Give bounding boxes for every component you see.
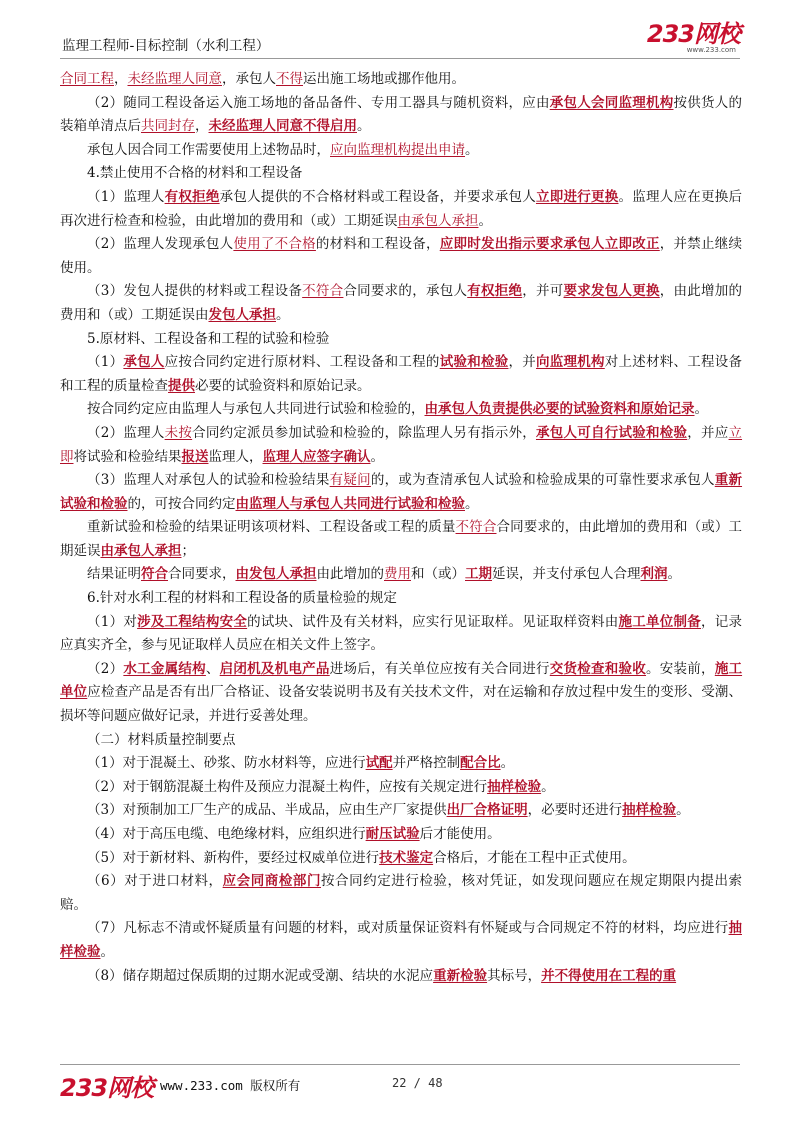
paragraph (60, 870, 742, 917)
paragraph (60, 162, 742, 186)
paragraph (60, 516, 742, 563)
text-run: ，由此增加的费用和（或）工期延误由 (60, 283, 743, 323)
text-run: ，并可 (522, 283, 564, 300)
text-run: 。 (694, 401, 708, 418)
paragraph (60, 139, 742, 163)
highlighted-text: 由承包人承担 (100, 542, 182, 559)
text-run: 。 (357, 118, 371, 135)
highlighted-text: 监理人应签字确认 (262, 448, 371, 465)
highlighted-text: 交货检查和验收 (549, 660, 647, 677)
text-run: 应检查产品是否有出厂合格证、设备安装说明书及有关技术文件，对在运输和存放过程中发生的变形、受潮、损坏等问题应做好记录，并进行妥善处理。 (60, 684, 743, 725)
text-run: 的，可按合同约定 (127, 495, 236, 512)
text-run: ，记录应真实齐全，参与见证取样人员应在相关文件上签字。 (60, 613, 743, 654)
highlighted-text: 有疑问 (329, 472, 371, 489)
text-run: （2）监理人发现承包人 (87, 236, 234, 253)
highlighted-text: 承包人 (123, 354, 165, 371)
highlighted-text: 未经监理人同意 (127, 71, 222, 87)
text-run: 承包人因合同工作需要使用上述物品时， (87, 141, 330, 158)
highlighted-text: 抽样检验 (487, 778, 542, 795)
text-run: 承包人提供的不合格材料或工程设备，并要求承包人 (219, 188, 536, 205)
text-run: 结果证明 (87, 566, 141, 583)
text-run: （1） (87, 354, 124, 371)
highlighted-text: 立即 (60, 424, 743, 465)
highlighted-text: 费用 (384, 566, 411, 583)
text-run: 按合同约定进行检验，核对凭证，如发现问题应在规定期限内提出索赔。 (60, 873, 743, 913)
text-run: 合同要求， (168, 566, 236, 583)
highlighted-text: 承包人会同监理机构 (549, 94, 674, 111)
text-run: 。 (100, 943, 114, 960)
text-run: （2）随同工程设备运入施工场地的备品备件、专用工器具与随机资料，应由 (87, 94, 550, 111)
text-run: 其标号， (487, 967, 542, 984)
text-run: 合同要求的，由此增加的费用和（或）工期延误 (60, 519, 743, 559)
footer-divider (60, 1064, 740, 1065)
text-run: 4.禁止使用不合格的材料和工程设备 (87, 165, 303, 182)
highlighted-text: 使用了不合格 (233, 236, 316, 253)
highlighted-text: 应即时发出指示要求承包人立即改正 (439, 236, 660, 253)
paragraph (60, 351, 742, 398)
paragraph (60, 233, 742, 280)
paragraph (60, 729, 742, 753)
highlighted-text: 重新检验 (433, 967, 488, 984)
paragraph (60, 752, 742, 776)
highlighted-text: 合同工程 (60, 71, 114, 87)
highlighted-text: 有权拒绝 (467, 283, 523, 300)
highlighted-text: 由承包人承担 (397, 212, 479, 229)
highlighted-text: 水工金属结构 (123, 660, 206, 677)
paragraph (60, 563, 742, 587)
text-run: 。 (500, 755, 515, 772)
text-run: 监理人， (208, 448, 263, 465)
footer-logo: 233网校 (60, 1074, 154, 1102)
text-run: （4）对于高压电缆、电绝缘材料，应组织进行 (87, 826, 366, 842)
highlighted-text: 提供 (168, 377, 195, 394)
highlighted-text: 配合比 (460, 755, 501, 772)
text-run: 。 (465, 141, 479, 158)
highlighted-text: 向监理机构 (536, 354, 605, 371)
text-run: 。 (370, 448, 384, 465)
text-run: 。安装前， (646, 660, 715, 677)
text-run: ，并应 (687, 424, 729, 441)
paragraph (60, 776, 742, 800)
paragraph (60, 469, 742, 516)
paragraph (60, 186, 742, 233)
text-run: ； (181, 542, 195, 559)
logo-url: www.233.com (686, 46, 736, 54)
text-run: （1）对 (87, 613, 138, 630)
paragraph (60, 398, 742, 422)
text-run: 。 (465, 495, 479, 512)
highlighted-text: 应向监理机构提出申请 (330, 141, 465, 158)
paragraph (60, 92, 742, 139)
text-run: 合格后，才能在工程中正式使用。 (433, 849, 636, 866)
text-run: 。监理人应在更换后再次进行检查和检验，由此增加的费用和（或）工期延误 (60, 188, 743, 229)
highlighted-text: 不符合 (455, 519, 497, 536)
paragraph (60, 658, 742, 729)
text-run: （3）监理人对承包人的试验和检验结果 (87, 472, 330, 489)
text-run: ， (114, 71, 128, 87)
text-run: 。 (276, 306, 290, 323)
text-run: 按合同约定应由监理人与承包人共同进行试验和检验的， (87, 401, 425, 418)
text-run: （1）监理人 (87, 188, 165, 205)
text-run: （7）凡标志不清或怀疑质量有问题的材料，或对质量保证资料有怀疑或与合同规定不符的材料，均应进行 (87, 920, 729, 937)
text-run: 5.原材料、工程设备和工程的试验和检验 (87, 330, 330, 347)
text-run: ，必要时还进行 (527, 802, 623, 819)
text-run: 。 (676, 802, 690, 819)
document-body (60, 68, 742, 988)
highlighted-text: 报送 (181, 448, 209, 465)
highlighted-text: 技术鉴定 (379, 849, 434, 866)
paragraph (60, 799, 742, 823)
text-run: 必要的试验资料和原始记录。 (195, 377, 371, 394)
highlighted-text: 工期 (465, 566, 492, 583)
text-run: 。 (478, 212, 492, 229)
highlighted-text: 涉及工程结构安全 (137, 613, 248, 630)
highlighted-text: 由发包人承担 (235, 566, 317, 583)
highlighted-text: 施工单位制备 (618, 613, 702, 630)
text-run: （8）储存期超过保质期的过期水泥或受潮、结块的水泥应 (87, 967, 434, 984)
text-run: （1）对于混凝土、砂浆、防水材料等，应进行 (87, 755, 366, 772)
highlighted-text: 共同封存 (141, 118, 195, 135)
highlighted-text: 承包人可自行试验和检验 (535, 424, 688, 441)
text-run: 对上述材料、工程设备和工程的质量检查 (60, 354, 743, 394)
highlighted-text: 由监理人与承包人共同进行试验和检验 (235, 495, 465, 512)
paragraph (60, 847, 742, 871)
paragraph (60, 68, 742, 92)
highlighted-text: 并不得使用在工程的重 (541, 967, 677, 984)
text-run: 的试块、试件及有关材料，应实行见证取样。见证取样资料由 (247, 613, 619, 630)
text-run: 应按合同约定进行原材料、工程设备和工程的 (164, 354, 440, 371)
page-footer (60, 1068, 740, 1102)
highlighted-text: 试配 (365, 755, 393, 772)
highlighted-text: 耐压试验 (365, 826, 420, 842)
text-run: 。 (541, 778, 555, 795)
text-run: （2） (87, 660, 124, 677)
text-run: 合同约定派员参加试验和检验的，除监理人另有指示外， (192, 424, 536, 441)
text-run: 的材料和工程设备， (315, 236, 440, 253)
highlighted-text: 抽样检验 (622, 802, 677, 819)
highlighted-text: 重新试验和检验 (60, 472, 743, 512)
text-run: 和（或） (411, 566, 465, 583)
highlighted-text: 未按 (164, 424, 193, 441)
text-run: 重新试验和检验的结果证明该项材料、工程设备或工程的质量 (87, 519, 456, 536)
paragraph (60, 917, 742, 964)
highlighted-text: 由承包人负责提供必要的试验资料和原始记录 (424, 401, 695, 418)
paragraph (60, 587, 742, 611)
highlighted-text: 试验和检验 (439, 354, 509, 371)
brand-logo (647, 22, 740, 54)
text-run: 按供货人的装箱单清点后 (60, 94, 742, 135)
text-run: ， (195, 118, 209, 135)
text-run: 由此增加的 (316, 566, 384, 583)
text-run: 将试验和检验结果 (73, 448, 182, 465)
text-run: 。 (667, 566, 681, 583)
text-run: ，承包人 (222, 71, 276, 87)
text-run: 进场后，有关单位应按有关合同进行 (329, 660, 550, 677)
highlighted-text: 要求发包人更换 (563, 283, 660, 300)
text-run: 并严格控制 (392, 755, 461, 772)
highlighted-text: 启闭机及机电产品 (219, 660, 330, 677)
highlighted-text: 施工单位 (60, 660, 743, 701)
text-run: 6.针对水利工程的材料和工程设备的质量检验的规定 (87, 590, 397, 607)
page-header (60, 22, 740, 56)
logo-text: 233网校 (646, 20, 740, 48)
text-run: ，并 (508, 354, 536, 371)
page-number: 22 / 48 (392, 1076, 443, 1090)
text-run: （5）对于新材料、新构件，要经过权威单位进行 (87, 849, 380, 866)
text-run: （二）材料质量控制要点 (87, 731, 236, 748)
highlighted-text: 立即进行更换 (535, 188, 619, 205)
text-run: 后才能使用。 (419, 826, 501, 842)
text-run: ，并禁止继续使用。 (60, 236, 743, 276)
highlighted-text: 利润 (640, 566, 668, 583)
highlighted-text: 应会同商检部门 (222, 873, 321, 890)
highlighted-text: 不符合 (302, 283, 344, 300)
footer-copyright: www.233.com 版权所有 (160, 1078, 301, 1093)
paragraph (60, 328, 742, 352)
highlighted-text: 未经监理人同意不得启用 (208, 118, 357, 135)
highlighted-text: 抽样检验 (60, 920, 742, 960)
paragraph (60, 280, 742, 327)
highlighted-text: 有权拒绝 (164, 188, 220, 205)
highlighted-text: 发包人承担 (208, 306, 276, 323)
highlighted-text: 出厂合格证明 (446, 802, 528, 819)
text-run: 、 (205, 660, 220, 677)
text-run: （3）对预制加工厂生产的成品、半成品，应由生产厂家提供 (87, 802, 447, 819)
paragraph (60, 823, 742, 847)
paragraph (60, 611, 742, 658)
header-divider (60, 58, 740, 59)
text-run: 延误，并支付承包人合理 (492, 566, 641, 583)
text-run: 运出施工场地或挪作他用。 (303, 71, 465, 87)
highlighted-text: 不得 (276, 71, 303, 87)
paragraph (60, 965, 742, 989)
paragraph (60, 422, 742, 469)
text-run: （6）对于进口材料， (87, 873, 223, 890)
text-run: 的，或为查清承包人试验和检验成果的可靠性要求承包人 (370, 472, 715, 489)
text-run: 合同要求的，承包人 (343, 283, 468, 300)
highlighted-text: 符合 (141, 566, 168, 583)
text-run: （2）监理人 (87, 424, 165, 441)
text-run: （3）发包人提供的材料或工程设备 (87, 283, 303, 300)
text-run: （2）对于钢筋混凝土构件及预应力混凝土构件，应按有关规定进行 (87, 778, 488, 795)
document-title: 监理工程师-目标控制（水利工程） (62, 38, 270, 54)
